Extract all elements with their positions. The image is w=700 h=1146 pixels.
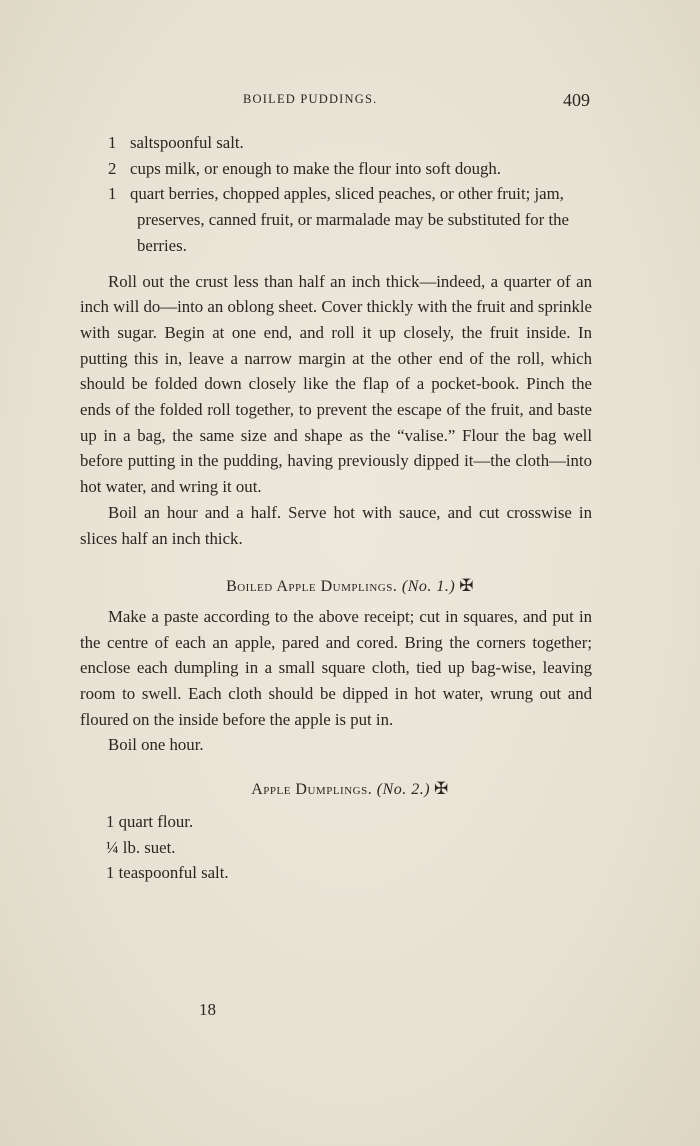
ingredient-qty: 2 — [108, 158, 117, 178]
ingredient-qty: 1 — [106, 811, 115, 831]
ingredient-text: teaspoonful salt. — [118, 863, 229, 883]
ingredient-qty: 1 — [108, 133, 117, 152]
method-paragraph: Boil one hour. — [108, 735, 204, 755]
recipe-heading — [80, 573, 592, 600]
recipe-number: (No. 1.) — [401, 578, 456, 596]
ingredient-text: quart flour. — [118, 811, 194, 831]
ingredient-item — [80, 809, 592, 835]
ingredient-text: saltspoonful salt. — [130, 133, 244, 152]
ingredient-item — [79, 156, 592, 182]
method-paragraph: Boil an hour and a half. Serve hot with sauce, and cut crosswise in slices half an inch thick. — [80, 502, 592, 548]
ingredient-qty: 1 — [106, 863, 115, 883]
recipe-title: Boiled Apple Dumplings. — [226, 578, 398, 596]
page-number: 409 — [563, 90, 590, 110]
page-body — [80, 130, 592, 886]
recipe-heading — [80, 776, 592, 803]
method-paragraph: Make a paste according to the above receipt; cut in squares, and put in the centre of each an apple, pared and cored. Bring the corners together; enclose each dumpling in a small square cloth, tied up bag-wise, leaving room to swell. Each cloth should be dipped in hot water, wrung out and floured on the inside before the apple is put in. — [80, 606, 592, 729]
ingredient-text: quart berries, chopped apples, sliced peaches, or other fruit; jam, preserves, canned fruit, or marmalade may be substituted for the berries. — [130, 184, 569, 255]
ingredient-text: cups milk, or enough to make the flour into soft dough. — [130, 158, 501, 178]
recipe-title: Apple Dumplings. — [251, 781, 373, 799]
ingredient-qty: 1 — [108, 184, 117, 204]
cross-icon: ✠ — [434, 779, 449, 799]
ingredient-item — [79, 130, 592, 156]
recipe-number: (No. 2.) — [376, 781, 431, 799]
ingredient-item — [80, 860, 592, 886]
signature-mark: 18 — [199, 1000, 216, 1019]
cross-icon: ✠ — [459, 576, 474, 596]
running-head: BOILED PUDDINGS. — [243, 92, 378, 106]
page-header — [0, 92, 700, 116]
ingredient-item — [79, 181, 592, 258]
method-paragraph: Roll out the crust less than half an inch thick—indeed, a quarter of an inch will do—into an oblong sheet. Cover thickly with the fruit and sprinkle with sugar. Begin at one end, and roll it up closely, the fruit inside. In putting this in, leave a narrow margin at the other end of the roll, which should be folded down closely like the flap of a pocket-book. Pinch the ends of the folded roll together, to prevent the escape of the fruit, and baste up in a bag, the same size and shape as the “valise.” Flour the bag well before putting in the pudding, having previously dipped it—the cloth—into hot water, and wring it out. — [80, 271, 592, 497]
ingredient-item — [80, 835, 592, 861]
ingredient-qty: ¼ — [106, 837, 119, 857]
ingredient-text: lb. suet. — [122, 837, 176, 857]
